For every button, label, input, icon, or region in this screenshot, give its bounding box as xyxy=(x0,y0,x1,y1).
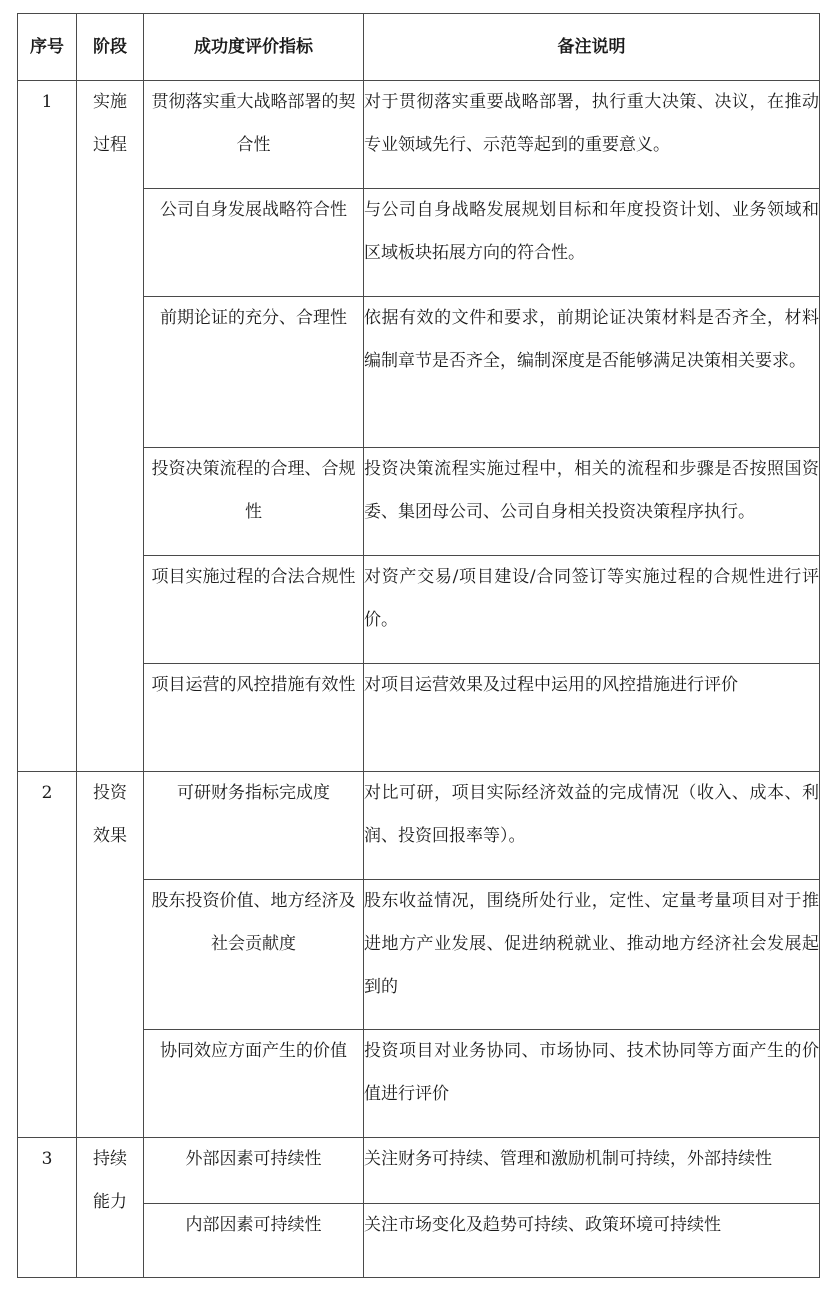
note-cell xyxy=(364,297,820,448)
note-cell xyxy=(364,1138,820,1204)
header-row xyxy=(18,14,820,81)
indicator-cell xyxy=(144,448,364,556)
indicator-cell xyxy=(144,1204,364,1278)
note-text: 对于贯彻落实重要战略部署，执行重大决策、决议，在推动专业领域先行、示范等起到的重要意义。 xyxy=(364,92,819,155)
indicator-text: 项目实施过程的合法合规性 xyxy=(151,567,356,587)
group-number: 3 xyxy=(18,1138,77,1278)
indicator-text: 项目运营的风控措施有效性 xyxy=(151,675,356,695)
group-stage xyxy=(77,81,144,772)
note-cell xyxy=(364,448,820,556)
table-row xyxy=(18,81,820,189)
note-cell xyxy=(364,1030,820,1138)
note-text: 与公司自身战略发展规划目标和年度投资计划、业务领域和区域板块拓展方向的符合性。 xyxy=(364,200,819,263)
note-text: 关注市场变化及趋势可持续、政策环境可持续性 xyxy=(364,1215,721,1235)
indicator-cell xyxy=(144,880,364,1030)
note-text: 对项目运营效果及过程中运用的风控措施进行评价 xyxy=(364,675,738,695)
note-text: 投资决策流程实施过程中，相关的流程和步骤是否按照国资委、集团母公司、公司自身相关投资决策程序执行。 xyxy=(364,459,819,522)
header-indicator: 成功度评价指标 xyxy=(144,14,364,81)
indicator-text: 公司自身发展战略符合性 xyxy=(160,200,347,220)
indicator-cell xyxy=(144,556,364,664)
indicator-cell xyxy=(144,772,364,880)
indicator-text: 投资决策流程的合理、合规性 xyxy=(151,459,356,522)
note-cell xyxy=(364,1204,820,1278)
note-cell xyxy=(364,880,820,1030)
indicator-cell xyxy=(144,1138,364,1204)
note-cell xyxy=(364,556,820,664)
note-cell xyxy=(364,772,820,880)
header-no: 序号 xyxy=(18,14,77,81)
note-text: 股东收益情况，围绕所处行业，定性、定量考量项目对于推进地方产业发展、促进纳税就业、推动地方经济社会发展起到的 xyxy=(364,891,819,997)
note-text: 对比可研，项目实际经济效益的完成情况（收入、成本、利润、投资回报率等）。 xyxy=(364,783,819,846)
group-stage xyxy=(77,1138,144,1278)
stage-label: 实施过程 xyxy=(93,92,127,155)
table-row xyxy=(18,772,820,880)
indicator-text: 协同效应方面产生的价值 xyxy=(160,1041,347,1061)
note-cell xyxy=(364,664,820,772)
indicator-cell xyxy=(144,664,364,772)
note-text: 对资产交易/项目建设/合同签订等实施过程的合规性进行评价。 xyxy=(364,567,819,630)
table-row xyxy=(18,1138,820,1204)
evaluation-table xyxy=(17,13,820,1278)
note-text: 依据有效的文件和要求，前期论证决策材料是否齐全，材料编制章节是否齐全，编制深度是否能够满足决策相关要求。 xyxy=(364,308,819,371)
indicator-cell xyxy=(144,1030,364,1138)
note-text: 投资项目对业务协同、市场协同、技术协同等方面产生的价值进行评价 xyxy=(364,1041,819,1104)
table-header xyxy=(18,14,820,81)
indicator-text: 前期论证的充分、合理性 xyxy=(160,308,347,328)
group-stage xyxy=(77,772,144,1138)
note-cell xyxy=(364,189,820,297)
indicator-cell xyxy=(144,81,364,189)
stage-label: 持续能力 xyxy=(93,1149,127,1212)
header-note: 备注说明 xyxy=(364,14,820,81)
group-number: 2 xyxy=(18,772,77,1138)
indicator-text: 内部因素可持续性 xyxy=(185,1215,322,1235)
table-body xyxy=(18,81,820,1278)
indicator-text: 贯彻落实重大战略部署的契合性 xyxy=(151,92,356,155)
note-cell xyxy=(364,81,820,189)
indicator-text: 可研财务指标完成度 xyxy=(177,783,330,803)
note-text: 关注财务可持续、管理和激励机制可持续，外部持续性 xyxy=(364,1149,772,1169)
indicator-text: 股东投资价值、地方经济及社会贡献度 xyxy=(151,891,356,954)
header-stage: 阶段 xyxy=(77,14,144,81)
indicator-cell xyxy=(144,297,364,448)
stage-label: 投资效果 xyxy=(93,783,127,846)
indicator-text: 外部因素可持续性 xyxy=(185,1149,322,1169)
indicator-cell xyxy=(144,189,364,297)
group-number: 1 xyxy=(18,81,77,772)
